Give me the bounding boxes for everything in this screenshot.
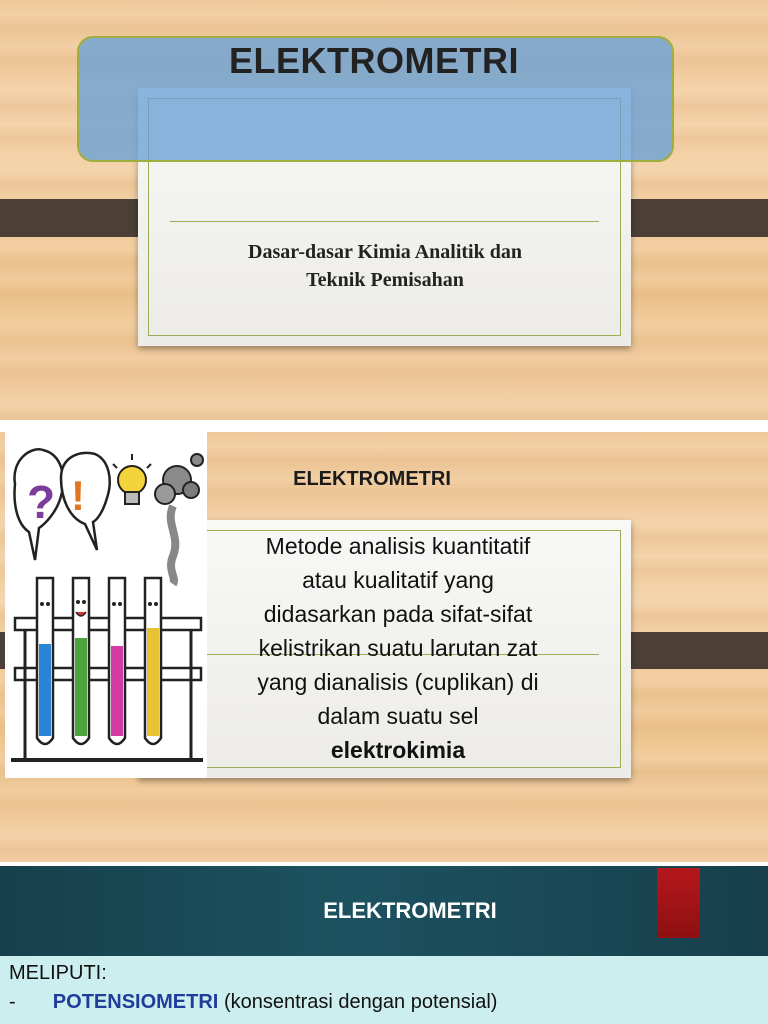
list-item [9, 991, 497, 1014]
test-tubes [37, 578, 161, 744]
body-bold-term: elektrokimia [330, 737, 466, 763]
slide-3-heading: ELEKTROMETRI [323, 898, 497, 923]
slide-2-body [206, 529, 590, 767]
slide-1-title: ELEKTROMETRI [229, 40, 519, 81]
body-line: atau kualitatif yang [302, 567, 494, 593]
right-dark-bar-2 [613, 632, 768, 669]
slide-2-heading: ELEKTROMETRI [293, 468, 451, 490]
question-mark: ? [27, 476, 56, 528]
right-dark-bar [613, 199, 768, 237]
body-line: didasarkan pada sifat-sifat [263, 601, 533, 627]
slide-2 [0, 432, 768, 862]
slide-3-content-box [0, 956, 768, 1024]
subtitle-line-2: Teknik Pemisahan [306, 269, 464, 291]
intro-text: MELIPUTI: [9, 962, 107, 984]
slide-3 [0, 866, 768, 1024]
subtitle-line-1: Dasar-dasar Kimia Analitik dan [248, 241, 522, 263]
lightbulb-icon [113, 454, 151, 504]
term-potensiometri: POTENSIOMETRI [52, 991, 219, 1013]
test-tubes-clipart [5, 432, 207, 778]
left-dark-bar [0, 199, 156, 237]
smoke-cloud-icon [155, 454, 203, 584]
slide-1 [0, 0, 768, 420]
term-description: (konsentrasi dengan potensial) [223, 991, 498, 1013]
list-bullet: - [9, 991, 16, 1013]
divider-line [170, 221, 599, 222]
body-line: dalam suatu sel [317, 703, 479, 729]
body-line: Metode analisis kuantitatif [265, 533, 531, 559]
body-line: yang dianalisis (cuplikan) di [257, 669, 539, 695]
red-tab [657, 868, 700, 938]
slide-1-subtitle [148, 238, 622, 294]
exclamation-mark: ! [71, 472, 85, 519]
body-line: kelistrikan suatu larutan zat [258, 635, 538, 661]
